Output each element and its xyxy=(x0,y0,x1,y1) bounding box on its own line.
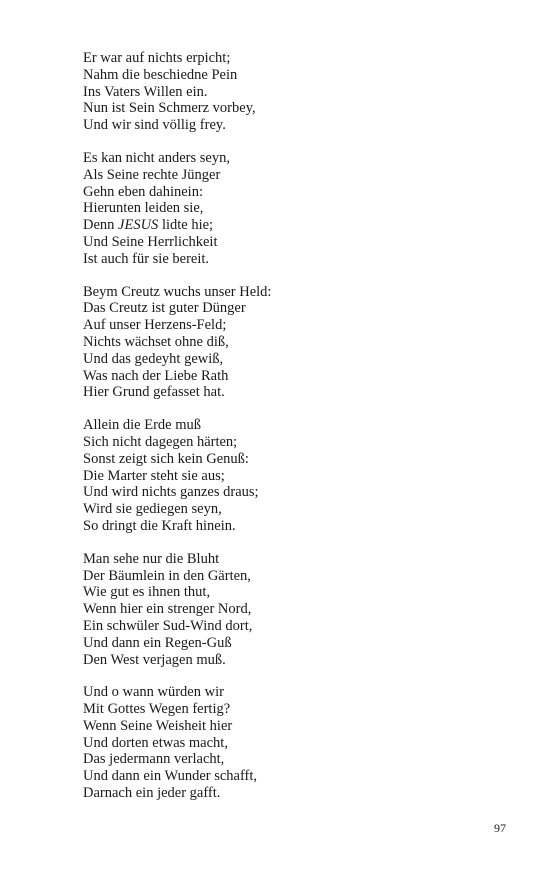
poem-line: Und Seine Herrlichkeit xyxy=(83,233,218,250)
poem-line: Und wird nichts ganzes draus; xyxy=(83,484,259,501)
poem-line: Die Marter steht sie aus; xyxy=(83,467,225,484)
poem-line: Wenn Seine Weisheit hier xyxy=(83,717,233,734)
poem-body xyxy=(83,50,483,818)
poem-line: Mit Gottes Wegen fertig? xyxy=(83,701,231,718)
poem-line: Gehn eben dahinein: xyxy=(83,183,203,200)
poem-line: Ein schwüler Sud-Wind dort, xyxy=(83,617,253,634)
poem-line: Hier Grund gefasset hat. xyxy=(83,384,225,401)
poem-line xyxy=(83,217,483,234)
poem-line: Das jedermann verlacht, xyxy=(83,751,225,768)
poem-line: Wie gut es ihnen thut, xyxy=(83,584,211,601)
poem-line: Sonst zeigt sich kein Genuß: xyxy=(83,450,249,467)
poem-line: Auf unser Herzens-Feld; xyxy=(83,317,227,334)
poem-line: Und wir sind völlig frey. xyxy=(83,117,226,134)
poem-line: Sich nicht dagegen härten; xyxy=(83,433,238,450)
poem-line: Man sehe nur die Bluht xyxy=(83,550,220,567)
poem-line: Wenn hier ein strenger Nord, xyxy=(83,601,252,618)
stanza-4 xyxy=(83,417,483,535)
line-text: lidte hie; xyxy=(158,217,214,234)
stanza-3 xyxy=(83,284,483,402)
poem-line: Ins Vaters Willen ein. xyxy=(83,83,208,100)
stanza-1 xyxy=(83,50,483,134)
stanza-5 xyxy=(83,551,483,669)
poem-line: Und o wann würden wir xyxy=(83,684,224,701)
poem-line: Das Creutz ist guter Dünger xyxy=(83,300,246,317)
poem-line: Es kan nicht anders seyn, xyxy=(83,149,230,166)
poem-line: Beym Creutz wuchs unser Held: xyxy=(83,283,272,300)
stanza-2 xyxy=(83,150,483,268)
poem-line: Als Seine rechte Jünger xyxy=(83,166,221,183)
poem-line: Nichts wächset ohne diß, xyxy=(83,333,229,350)
poem-line: So dringt die Kraft hinein. xyxy=(83,517,236,534)
poem-line: Hierunten leiden sie, xyxy=(83,200,204,217)
poem-line: Wird sie gediegen seyn, xyxy=(83,501,222,518)
poem-line: Nahm die beschiedne Pein xyxy=(83,66,238,83)
stanza-6 xyxy=(83,684,483,802)
poem-line: Ist auch für sie bereit. xyxy=(83,250,210,267)
line-text: Denn xyxy=(83,217,119,234)
poem-line: Darnach ein jeder gafft. xyxy=(83,785,221,802)
poem-line: Der Bäumlein in den Gärten, xyxy=(83,567,251,584)
italic-name: JESUS xyxy=(118,217,159,234)
poem-line: Und dann ein Wunder schafft, xyxy=(83,768,258,785)
page-number: 97 xyxy=(494,821,506,835)
poem-line: Allein die Erde muß xyxy=(83,417,201,434)
poem-line: Den West verjagen muß. xyxy=(83,651,226,668)
poem-line: Und das gedeyht gewiß, xyxy=(83,350,224,367)
poem-line: Was nach der Liebe Rath xyxy=(83,367,229,384)
poem-line: Er war auf nichts erpicht; xyxy=(83,50,231,66)
poem-line: Und dorten etwas macht, xyxy=(83,734,228,751)
poem-line: Nun ist Sein Schmerz vorbey, xyxy=(83,100,256,117)
poem-line: Und dann ein Regen-Guß xyxy=(83,634,232,651)
